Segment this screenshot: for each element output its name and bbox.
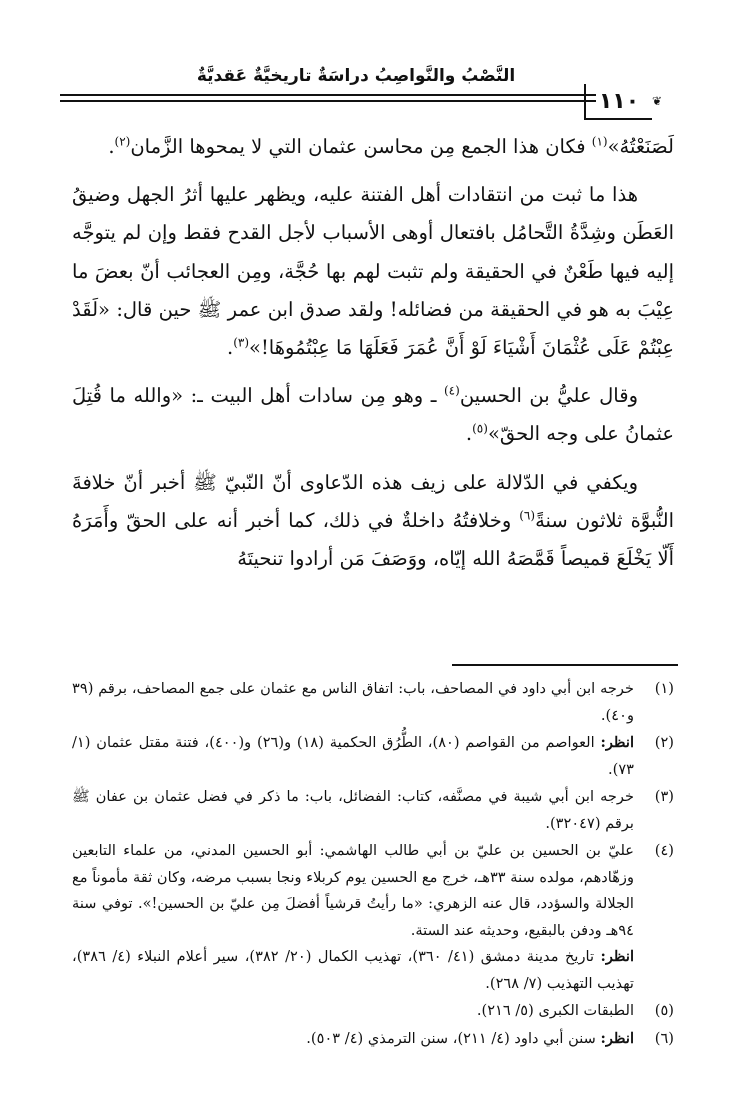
paragraph-2-text: هذا ما ثبت من انتقادات أهل الفتنة عليه، ويظهر عليها أثرُ الجهل وضيقُ العَطَن وشِدَّةُ التَّحامُل بافتعال أوهى الأسباب لأجل القدح فقط وإن لم يتوجَّه إليه فيها طَعْنٌ في الحقيقة ولم تثبت لهم بها حُجَّة، ومِن العجائب أنّ بعضَ ما عِيْبَ به هو في الحقيقة من فضائله! ولقد صدق ابن عمر ﷺ حين قال: «لَقَدْ عِبْتُمْ عَلَى عُثْمَانَ أَشْيَاءَ لَوْ أَنَّ عُمَرَ فَعَلَهَا مَا عِبْتُمُوهَا!» — [72, 183, 674, 360]
paragraph-3-post: ـ وهو مِن سادات أهل البيت ـ: «والله ما قُتِلَ عثمانُ على وجه الحقّ» — [72, 384, 674, 446]
footnote-number: (٤) — [654, 842, 674, 859]
paragraph-1 — [72, 128, 674, 166]
footnote-body: عليّ بن الحسين بن عليّ بن أبي طالب الهاشمي: أبو الحسين المدني، من علماء التابعين وزهّادهم، مولده سنة ٣٣هـ، خرج مع الحسين يوم كربلاء ونجا بسبب مرضه، وكان ثقة مأموناً مع الجلالة والسؤدد، قال عنه الزهري: «ما رأيتُ قرشياً أفضلَ مِن عليّ بن الحسين!». توفي سنة ٩٤هـ ودفن بالبقيع، وحديثه عند الستة. — [72, 842, 634, 939]
footnote-6 — [72, 1026, 674, 1053]
footnote-ref-2[interactable]: (٢) — [114, 134, 131, 149]
footnote-text: الطبقات الكبرى (٥/ ٢١٦). — [476, 1002, 634, 1019]
footnote-text: خرجه ابن أبي داود في المصاحف، باب: اتفاق الناس مع عثمان على جمع المصاحف، برقم (٣٩ و٤٠). — [72, 680, 634, 724]
footnote-number: (٢) — [654, 734, 674, 751]
footnote-ref-6[interactable]: (٦) — [519, 508, 536, 523]
footnote-ref-1[interactable]: (١) — [591, 134, 608, 149]
footnote-text: خرجه ابن أبي شيبة في مصنَّفه، كتاب: الفضائل، باب: ما ذكر في فضل عثمان بن عفان ﷺ برقم (٣٢٠٤٧). — [72, 788, 634, 832]
page-number: ١١٠ — [598, 88, 640, 114]
footnote-number: (٥) — [654, 1002, 674, 1019]
paragraph-3-end: . — [465, 422, 473, 446]
footnote-text — [72, 730, 634, 783]
footnote-number: (٦) — [654, 1029, 674, 1047]
main-text — [72, 128, 674, 588]
footnote-1 — [72, 676, 674, 729]
header-line-top — [60, 94, 596, 96]
footnote-label: انظر: — [600, 948, 634, 965]
footnote-number: (٣) — [654, 788, 674, 805]
footnote-3 — [72, 784, 674, 837]
footnotes — [72, 676, 674, 1053]
footnote-ref-4[interactable]: (٤) — [443, 383, 460, 398]
paragraph-4-post: وخلافتُهُ داخلةٌ في ذلك، كما أخبر أنه على الحقّ وأَمَرَهُ أَلّا يَخْلَعَ قميصاً قَمَّصَهُ الله إيّاه، ووَصَفَ مَن أرادوا تنحيتَهُ — [72, 508, 674, 571]
paragraph-3 — [72, 377, 674, 453]
footnote-text — [72, 1026, 634, 1053]
paragraph-4 — [72, 464, 674, 579]
footnote-label: انظر: — [600, 734, 634, 751]
footnote-5 — [72, 998, 674, 1025]
paragraph-1-pre: لَصَنَعْتُهُ» — [607, 135, 674, 158]
footnote-body-2: تاريخ مدينة دمشق (٤١/ ٣٦٠)، تهذيب الكمال (٢٠/ ٣٨٢)، سير أعلام النبلاء (٤/ ٣٨٦)، تهذيب التهذيب (٧/ ٢٦٨). — [72, 948, 634, 992]
footnote-4 — [72, 838, 674, 997]
paragraph-2 — [72, 176, 674, 367]
footnote-ref-3[interactable]: (٣) — [233, 335, 250, 350]
footnote-body: سنن أبي داود (٤/ ٢١١)، سنن الترمذي (٤/ ٥٠٣). — [306, 1029, 601, 1047]
header-rule — [60, 88, 662, 114]
footnote-ref-5[interactable]: (٥) — [472, 421, 488, 436]
footnote-2 — [72, 730, 674, 783]
paragraph-1-post: فكان هذا الجمع مِن محاسن عثمان التي لا يمحوها الزَّمان — [130, 135, 592, 158]
paragraph-4-pre: ويكفي في الدّلالة على زيف هذه الدّعاوى أنّ النّبيّ ﷺ أخبر أنّ خلافةَ النُّبوَّة ثلاثون سنةً — [72, 470, 674, 532]
footnote-separator — [452, 664, 678, 666]
ornament-icon: ❦ — [651, 94, 662, 108]
footnote-text — [72, 838, 634, 997]
paragraph-2-end: . — [226, 336, 234, 360]
footnote-body: العواصم من القواصم (٨٠)، الطُّرُق الحكمية (١٨) و(٢٦) و(٤٠٠)، فتنة مقتل عثمان (١/ ٧٣). — [72, 734, 634, 778]
running-title: النَّصْبُ والنَّواصِبُ دراسَةٌ تاريخيَّةٌ عَقديَّةٌ — [196, 66, 516, 86]
footnote-label: انظر: — [600, 1029, 634, 1047]
page-number-box — [584, 84, 662, 120]
footnote-number: (١) — [654, 680, 674, 697]
paragraph-3-pre: وقال عليُّ بن الحسين — [459, 384, 638, 408]
paragraph-1-end: . — [108, 135, 115, 158]
header-line-bottom — [60, 100, 596, 102]
